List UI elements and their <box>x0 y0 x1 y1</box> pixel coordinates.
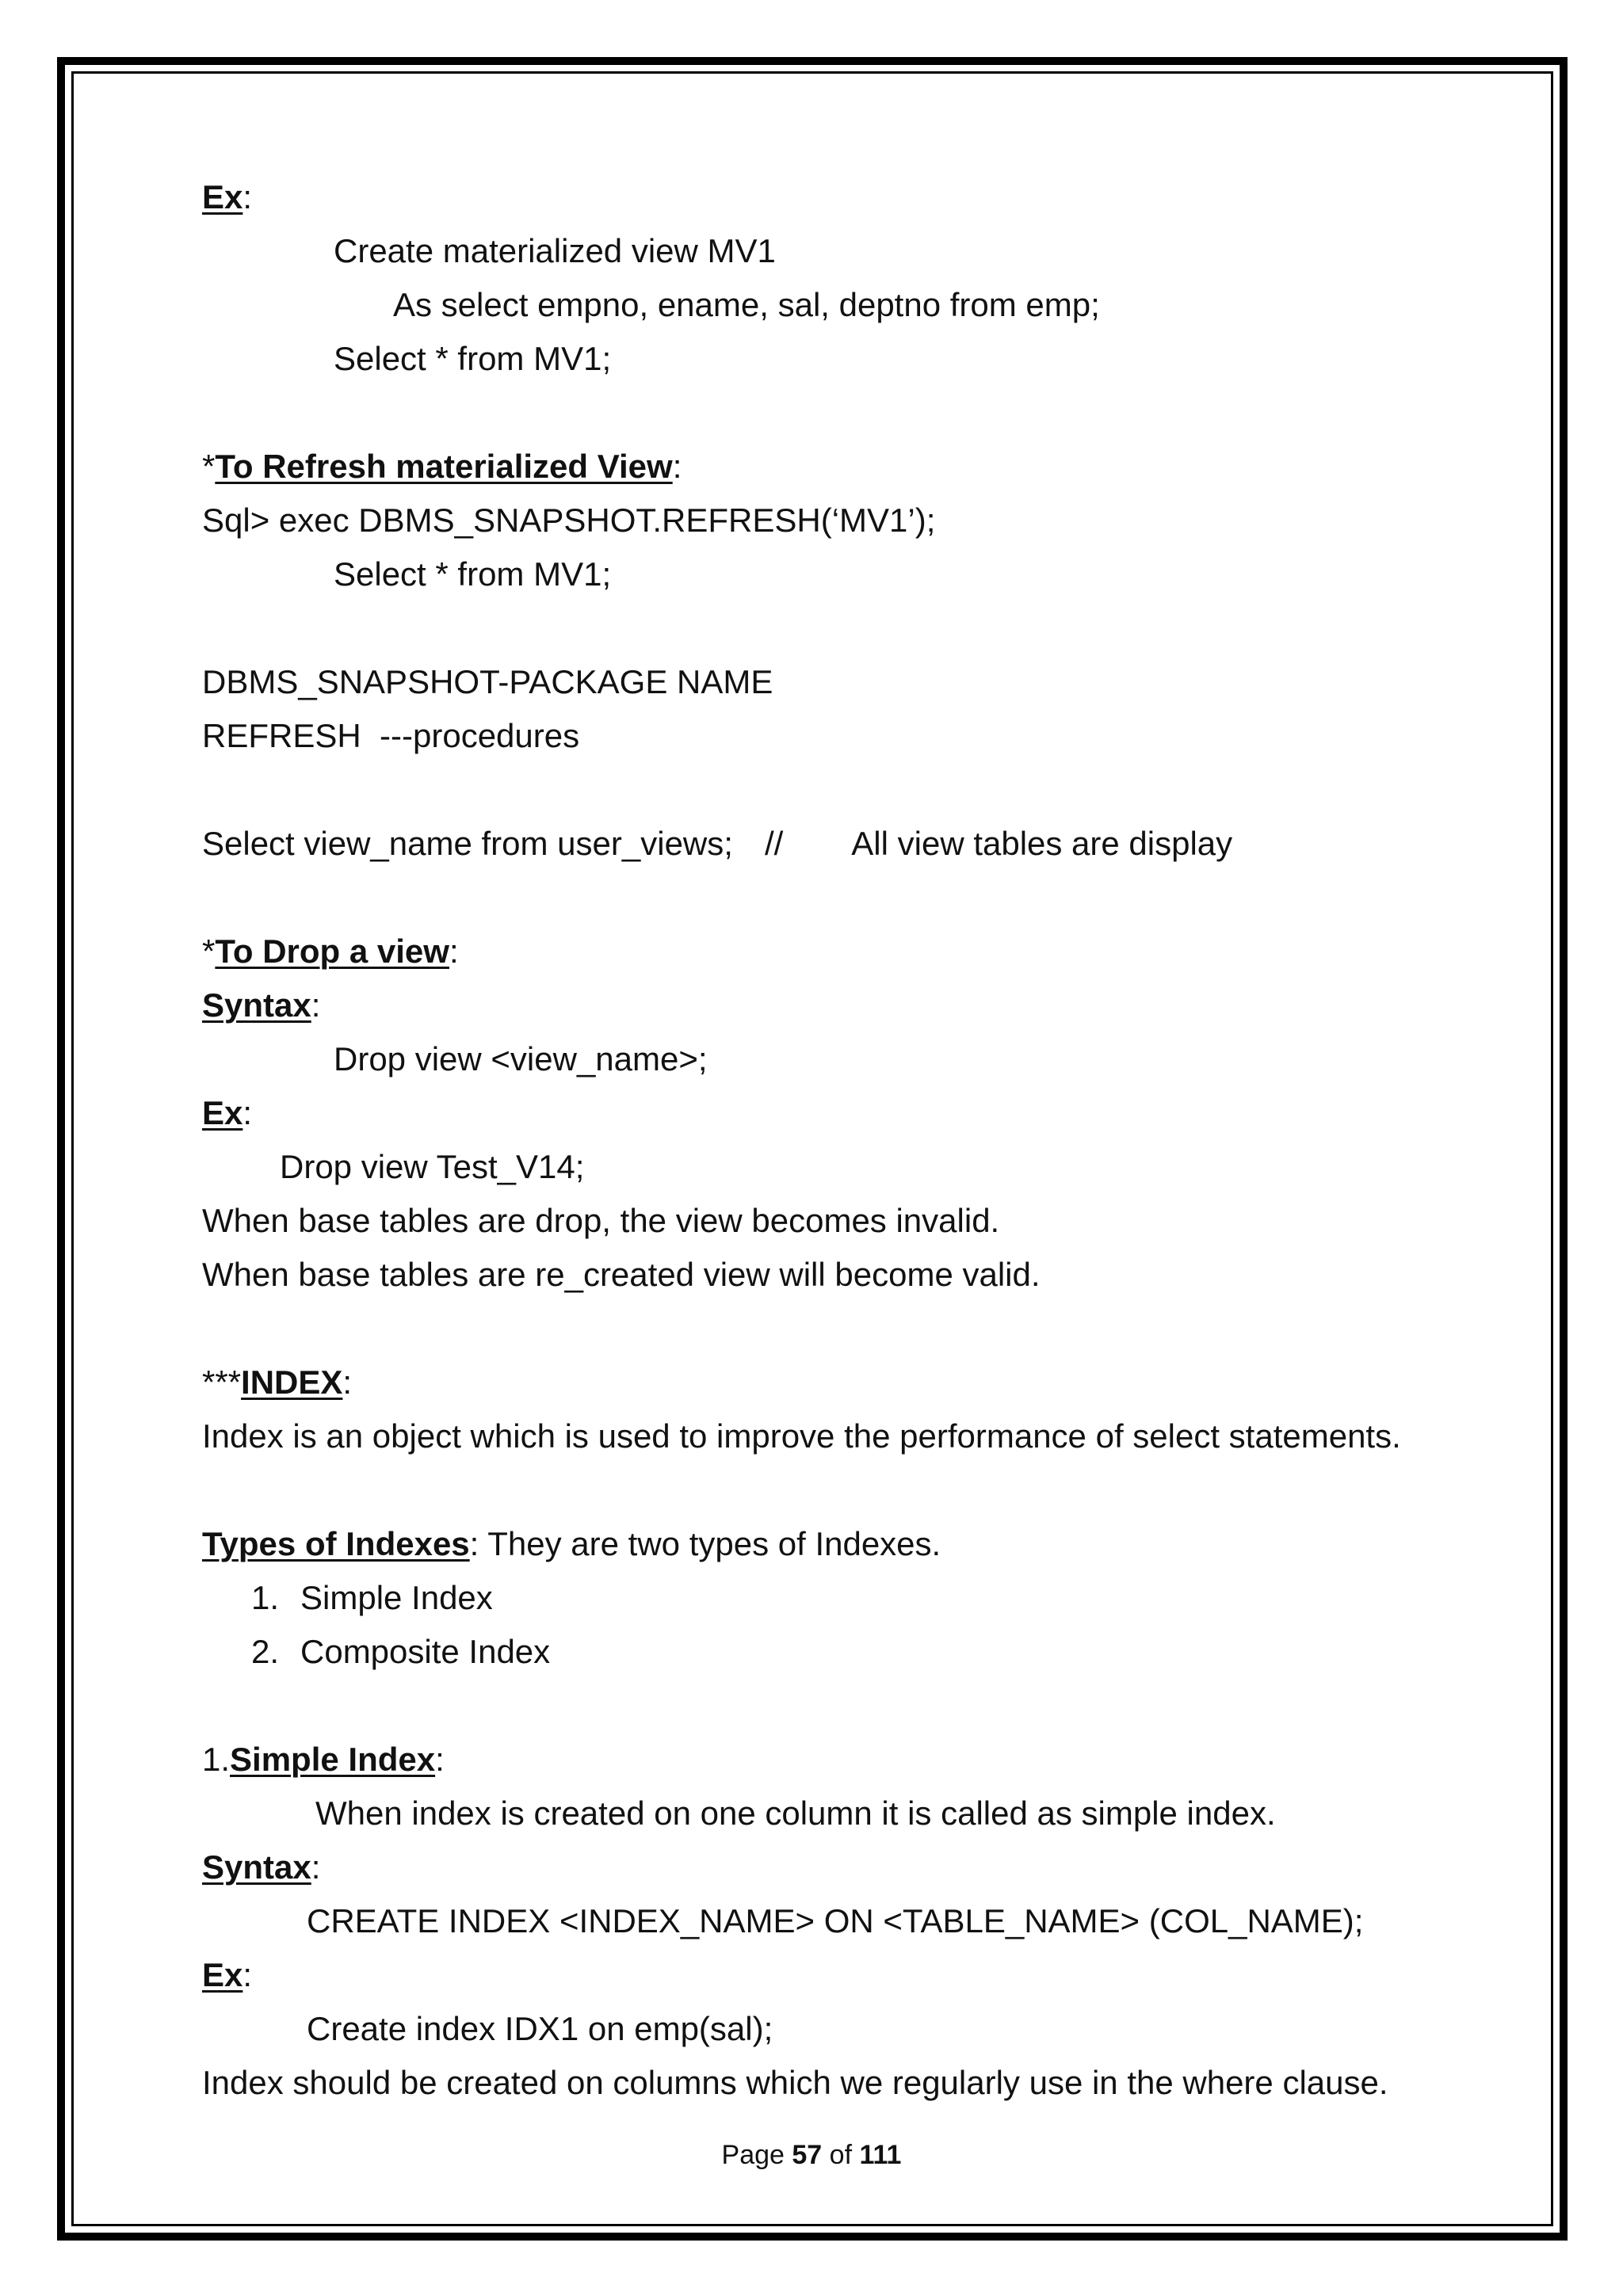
valid-text-line: When base tables are re_created view will become valid. <box>202 1256 1041 1293</box>
types-heading: Types of Indexes <box>202 1525 470 1562</box>
mv-select-line: Select * from MV1; <box>334 340 612 377</box>
mv-create-line: Create materialized view MV1 <box>334 232 776 269</box>
refresh-heading-line: *To Refresh materialized View: <box>202 448 682 485</box>
types-heading-line: Types of Indexes: They are two types of Indexes. <box>202 1525 941 1562</box>
refresh-cmd-line: Sql> exec DBMS_SNAPSHOT.REFRESH(‘MV1’); <box>202 502 936 539</box>
index-where-line: Index should be created on columns which we regularly use in the where clause. <box>202 2064 1388 2101</box>
package-name-line: DBMS_SNAPSHOT-PACKAGE NAME <box>202 663 773 700</box>
index-heading: INDEX <box>241 1363 343 1401</box>
spacer <box>202 871 1502 925</box>
syntax-label: Syntax <box>202 986 311 1024</box>
ex-line: Ex: <box>202 1956 253 1993</box>
drop-heading-line: *To Drop a view: <box>202 933 459 970</box>
drop-syntax-line: Drop view <view_name>; <box>334 1040 708 1077</box>
syntax-line: Syntax: <box>202 1848 321 1886</box>
refresh-procedures-line: REFRESH ---procedures <box>202 717 580 754</box>
refresh-select-line: Select * from MV1; <box>334 555 612 593</box>
index-syntax-line: CREATE INDEX <INDEX_NAME> ON <TABLE_NAME> (COL_NAME); <box>307 1902 1364 1939</box>
list-item: 1. Simple Index <box>251 1579 493 1616</box>
drop-heading: To Drop a view <box>215 933 449 970</box>
list-item: 2. Composite Index <box>251 1633 551 1670</box>
ex-label: Ex <box>202 1094 243 1131</box>
ex-line: Ex: <box>202 1094 253 1131</box>
mv-as-select-line: As select empno, ename, sal, deptno from emp; <box>393 286 1100 323</box>
drop-example-line: Drop view Test_V14; <box>280 1148 585 1185</box>
simple-heading-line: 1.Simple Index: <box>202 1741 445 1778</box>
syntax-line: Syntax: <box>202 986 321 1024</box>
spacer <box>202 386 1502 440</box>
ex-line: Ex: <box>202 178 253 215</box>
spacer <box>202 1302 1502 1356</box>
index-example-line: Create index IDX1 on emp(sal); <box>307 2010 773 2047</box>
refresh-heading: To Refresh materialized View <box>215 448 673 485</box>
simple-heading: Simple Index <box>230 1741 436 1778</box>
index-heading-line: ***INDEX: <box>202 1363 353 1401</box>
select-views-line: Select view_name from user_views; // All view tables are display <box>202 825 1233 862</box>
ex-label: Ex <box>202 1956 243 1993</box>
spacer <box>202 601 1502 655</box>
simple-definition-line: When index is created on one column it is called as simple index. <box>315 1794 1276 1832</box>
spacer <box>202 1463 1502 1517</box>
page-content <box>202 170 1502 2110</box>
spacer <box>202 1679 1502 1733</box>
ex-label: Ex <box>202 178 243 215</box>
page-number: Page 57 of 111 <box>721 2140 902 2170</box>
syntax-label: Syntax <box>202 1848 311 1886</box>
spacer <box>202 763 1502 817</box>
index-definition-line: Index is an object which is used to improve the performance of select statements. <box>202 1417 1401 1455</box>
invalid-text-line: When base tables are drop, the view becomes invalid. <box>202 1202 1000 1239</box>
